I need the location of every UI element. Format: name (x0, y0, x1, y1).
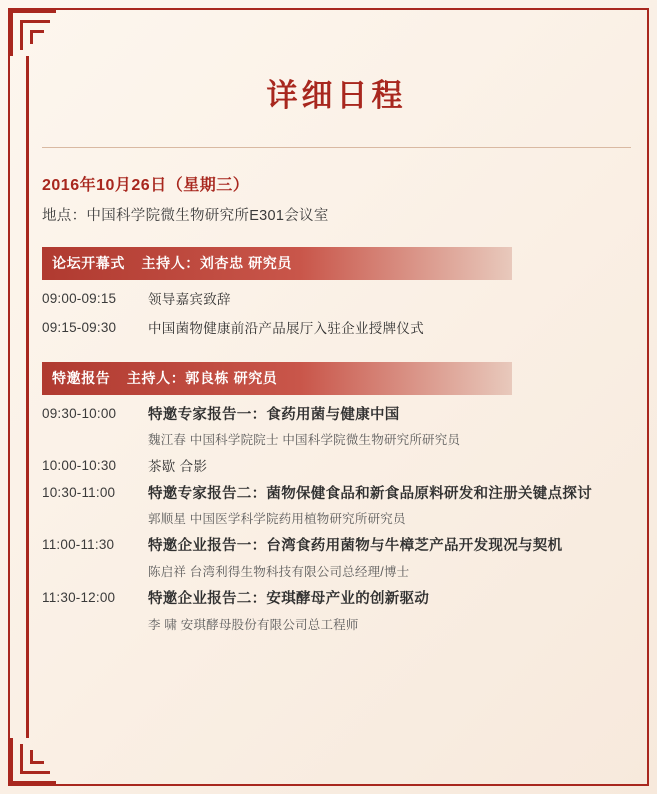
row-time: 09:00-09:15 (42, 291, 117, 306)
row-body (148, 290, 631, 310)
schedule-date: 2016年10月26日（星期三） (42, 177, 250, 194)
row-time: 09:30-10:00 (42, 405, 117, 421)
row-topic: 领导嘉宾致辞 (148, 292, 231, 307)
row-topic: 特邀专家报告二：菌物保健食品和新食品原料研发和注册关键点探讨 (148, 485, 592, 502)
schedule-venue: 地点：中国科学院微生物研究所E301会议室 (42, 208, 329, 224)
row-body (148, 457, 631, 477)
section-header-invited-talks (42, 362, 512, 395)
row-body (148, 319, 631, 339)
row-topic: 特邀企业报告一：台湾食药用菌物与牛樟芝产品开发现况与契机 (148, 538, 563, 555)
section-host: 主持人：刘杏忠 研究员 (141, 255, 292, 271)
row-time: 11:30-12:00 (42, 590, 116, 605)
section-host: 主持人：郭良栋 研究员 (126, 369, 278, 386)
row-body (148, 405, 631, 449)
row-time: 09:15-09:30 (42, 320, 117, 336)
schedule-row (42, 589, 631, 633)
row-speaker: 郭顺星 中国医学科学院药用植物研究所研究员 (148, 512, 406, 527)
row-topic: 茶歇 合影 (148, 459, 208, 475)
section-title: 论坛开幕式 (52, 255, 125, 271)
section-title: 特邀报告 (52, 369, 111, 386)
section-header-opening (42, 247, 512, 280)
row-body (148, 589, 631, 633)
row-speaker: 陈启祥 台湾利得生物科技有限公司总经理/博士 (148, 565, 410, 579)
row-body (148, 484, 631, 528)
title-divider (42, 147, 631, 148)
schedule-row (42, 319, 631, 339)
schedule-row (42, 457, 631, 477)
row-speaker: 魏江春 中国科学院院士 中国科学院微生物研究所研究员 (148, 433, 461, 448)
row-time: 10:30-11:00 (42, 484, 116, 500)
content-area (42, 0, 631, 794)
section-rows-invited-talks (42, 405, 631, 633)
schedule-row (42, 405, 631, 449)
schedule-row (42, 290, 631, 310)
row-topic: 特邀专家报告一：食药用菌与健康中国 (148, 406, 400, 423)
row-topic: 特邀企业报告二：安琪酵母产业的创新驱动 (148, 591, 430, 607)
row-time: 11:00-11:30 (42, 537, 115, 553)
left-rail-divider (26, 56, 29, 738)
section-rows-opening (42, 290, 631, 340)
schedule-row (42, 536, 631, 580)
page-title: 详细日程 (266, 78, 407, 113)
schedule-row (42, 484, 631, 528)
row-topic: 中国菌物健康前沿产品展厅入驻企业授牌仪式 (148, 321, 424, 337)
row-time: 10:00-10:30 (42, 458, 117, 474)
row-speaker: 李 啸 安琪酵母股份有限公司总工程师 (148, 617, 359, 632)
row-body (148, 536, 631, 580)
